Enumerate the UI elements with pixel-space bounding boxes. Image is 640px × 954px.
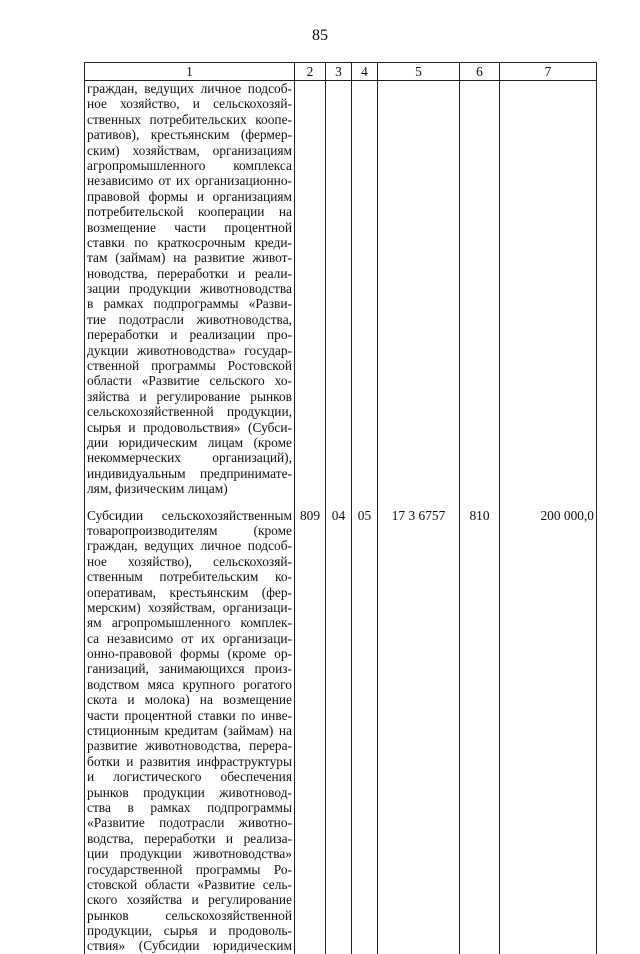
description-line: части процентной ставки по инве-	[87, 707, 292, 723]
description-line: зации продукции животноводства	[87, 281, 292, 297]
description-line: зяйства и регулирование рынков	[87, 388, 292, 404]
row-amount: 200 000,0	[500, 503, 597, 954]
description-line: правовой формы и организациям	[87, 188, 292, 204]
description-line: некоммерческих организаций),	[87, 450, 292, 466]
description-line: ботки и развития инфраструктуры	[87, 753, 292, 769]
table-header-row	[85, 63, 597, 81]
page-number: 85	[312, 27, 328, 44]
row-code-5: 17 3 6757	[378, 503, 460, 954]
header-col-1: 1	[85, 63, 295, 81]
description-line: лям, физическим лицам)	[87, 481, 228, 497]
description-line: товаропроизводителям (кроме	[87, 522, 292, 538]
description-line: потребительской кооперации на	[87, 204, 292, 220]
description-line: ского хозяйства и регулирование	[87, 892, 292, 908]
description-line: оперативам, крестьянским (фер-	[87, 584, 292, 600]
header-col-7: 7	[500, 63, 597, 81]
description-line: новодства, переработки и реали-	[87, 265, 292, 281]
description-line: граждан, ведущих личное подсоб-	[87, 81, 292, 96]
description-line: ским) хозяйствам, организациям	[87, 142, 292, 158]
description-line: переработки и реализации про-	[87, 327, 292, 343]
row-code-2: 809	[295, 503, 326, 954]
description-line: и логистического обеспечения	[87, 769, 292, 785]
header-col-2: 2	[295, 63, 326, 81]
row-amount	[500, 81, 597, 503]
description-line: стовской области «Развитие сель-	[87, 876, 292, 892]
description-line: ства в рамках подпрограммы	[87, 799, 292, 815]
row-description	[85, 81, 295, 503]
budget-table	[84, 62, 597, 954]
row-code-3	[326, 81, 352, 503]
description-line: ственной программы Ростовской	[87, 358, 292, 374]
row-code-5	[378, 81, 460, 503]
description-line: ганизаций, занимающихся произ-	[87, 661, 292, 677]
description-line: са независимо от их организаци-	[87, 630, 292, 646]
description-line: развитие животноводства, перера-	[87, 738, 292, 754]
description-line: независимо от их организационно-	[87, 173, 292, 189]
description-line: агропромышленного комплекса	[87, 157, 292, 173]
row-code-3: 04	[326, 503, 352, 954]
description-line: ствия» (Субсидии юридическим	[87, 938, 292, 954]
header-col-4: 4	[352, 63, 378, 81]
description-line: тие подотрасли животноводства,	[87, 311, 292, 327]
description-line: водством мяса крупного рогатого	[87, 676, 292, 692]
description-line: индивидуальным предпринимате-	[87, 465, 292, 481]
description-line: Субсидии сельскохозяйственным	[87, 507, 292, 523]
header-col-6: 6	[460, 63, 500, 81]
description-line: «Развитие подотрасли животно-	[87, 815, 292, 831]
description-line: ное хозяйство), сельскохозяй-	[87, 553, 292, 569]
description-line: граждан, ведущих личное подсоб-	[87, 538, 292, 554]
row-code-6: 810	[460, 503, 500, 954]
description-line: онно-правовой формы (кроме ор-	[87, 646, 292, 662]
row-code-6	[460, 81, 500, 503]
description-line: ственных потребительских коопе-	[87, 111, 292, 127]
description-line: государственной программы Ро-	[87, 861, 292, 877]
row-code-4	[352, 81, 378, 503]
row-description	[85, 503, 295, 954]
description-line: возмещение части процентной	[87, 219, 292, 235]
description-line: скота и молока) на возмещение	[87, 692, 292, 708]
description-line: в рамках подпрограммы «Разви-	[87, 296, 292, 312]
description-line: сырья и продовольствия» (Субси-	[87, 419, 292, 435]
description-line: ративов), крестьянским (фермер-	[87, 127, 292, 143]
description-line: стиционным кредитам (займам) на	[87, 723, 292, 739]
description-line: дии юридическим лицам (кроме	[87, 434, 292, 450]
description-line: продукции, сырья и продоволь-	[87, 923, 292, 939]
description-line: там (займам) на развитие живот-	[87, 250, 292, 266]
description-line: водства, переработки и реализа-	[87, 830, 292, 846]
description-line: ям агропромышленного комплек-	[87, 615, 292, 631]
description-line: области «Развитие сельского хо-	[87, 373, 292, 389]
description-line: рынков продукции животновод-	[87, 784, 292, 800]
description-line: дукции животноводства» государ-	[87, 342, 292, 358]
description-line: ции продукции животноводства»	[87, 846, 292, 862]
description-line: мерским) хозяйствам, организаци-	[87, 599, 292, 615]
table-row	[85, 503, 597, 954]
description-line: сельскохозяйственной продукции,	[87, 404, 292, 420]
row-code-2	[295, 81, 326, 503]
description-line: ставки по краткосрочным креди-	[87, 234, 292, 250]
description-line: рынков сельскохозяйственной	[87, 907, 292, 923]
header-col-5: 5	[378, 63, 460, 81]
row-code-4: 05	[352, 503, 378, 954]
header-col-3: 3	[326, 63, 352, 81]
description-line: ственным потребительским ко-	[87, 569, 292, 585]
description-line: ное хозяйство, и сельскохозяй-	[87, 96, 292, 112]
table-row	[85, 81, 597, 503]
